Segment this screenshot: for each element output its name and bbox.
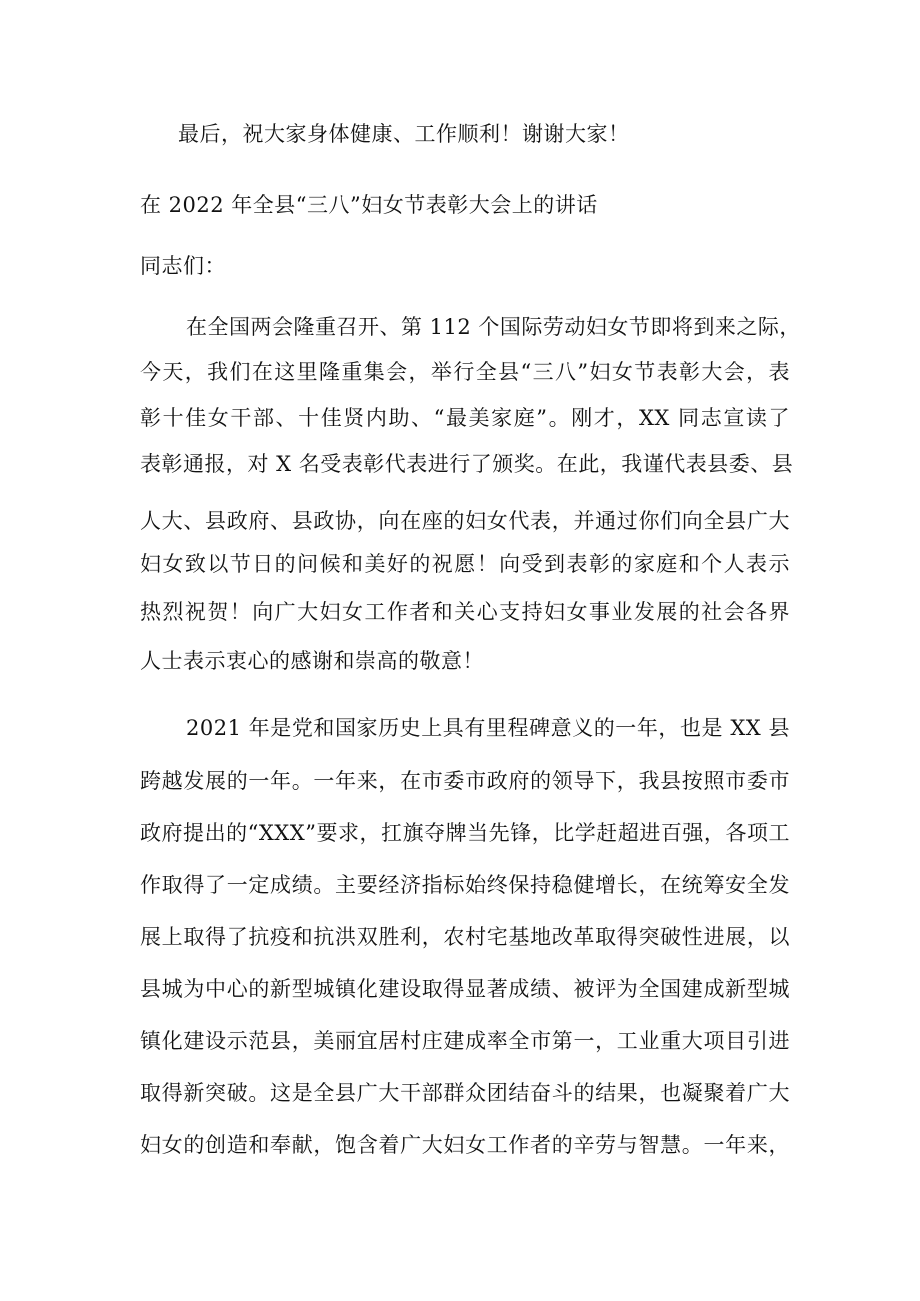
paragraph-line: 作取得了一定成绩。主要经济指标始终保持稳健增长，在统筹安全发 <box>140 873 790 897</box>
paragraph-line: 人大、县政府、县政协，向在座的妇女代表，并通过你们向全县广大 <box>140 509 790 533</box>
paragraph-line: 在全国两会隆重召开、第 112 个国际劳动妇女节即将到来之际， <box>186 315 801 339</box>
paragraph-line: 表彰通报，对 X 名受表彰代表进行了颁奖。在此，我谨代表县委、县 <box>140 452 794 476</box>
paragraph-line: 跨越发展的一年。一年来，在市委市政府的领导下，我县按照市委市 <box>140 769 790 793</box>
closing-line: 最后，祝大家身体健康、工作顺利！谢谢大家！ <box>178 122 630 146</box>
paragraph-line: 县城为中心的新型城镇化建设取得显著成绩、被评为全国建成新型城 <box>140 977 790 1001</box>
paragraph-line: 镇化建设示范县，美丽宜居村庄建成率全市第一，工业重大项目引进 <box>140 1029 790 1053</box>
paragraph-line: 妇女致以节日的问候和美好的祝愿！向受到表彰的家庭和个人表示 <box>140 552 790 576</box>
paragraph-line: 彰十佳女干部、十佳贤内助、“最美家庭”。刚才，XX 同志宣读了 <box>140 406 790 430</box>
paragraph-line: 今天，我们在这里隆重集会，举行全县“三八”妇女节表彰大会，表 <box>140 360 790 384</box>
paragraph-line: 取得新突破。这是全县广大干部群众团结奋斗的结果，也凝聚着广大 <box>140 1081 790 1105</box>
paragraph-line: 政府提出的“XXX”要求，扛旗夺牌当先锋，比学赶超进百强，各项工 <box>140 821 790 845</box>
salutation: 同志们： <box>140 254 226 278</box>
speech-title: 在 2022 年全县“三八”妇女节表彰大会上的讲话 <box>140 193 598 217</box>
paragraph-line: 妇女的创造和奉献，饱含着广大妇女工作者的辛劳与智慧。一年来， <box>140 1133 790 1157</box>
paragraph-line: 展上取得了抗疫和抗洪双胜利，农村宅基地改革取得突破性进展，以 <box>140 925 790 949</box>
paragraph-line: 2021 年是党和国家历史上具有里程碑意义的一年，也是 XX 县 <box>186 716 790 740</box>
paragraph-line: 热烈祝贺！向广大妇女工作者和关心支持妇女事业发展的社会各界 <box>140 600 790 624</box>
paragraph-line: 人士表示衷心的感谢和崇高的敬意！ <box>140 649 484 673</box>
